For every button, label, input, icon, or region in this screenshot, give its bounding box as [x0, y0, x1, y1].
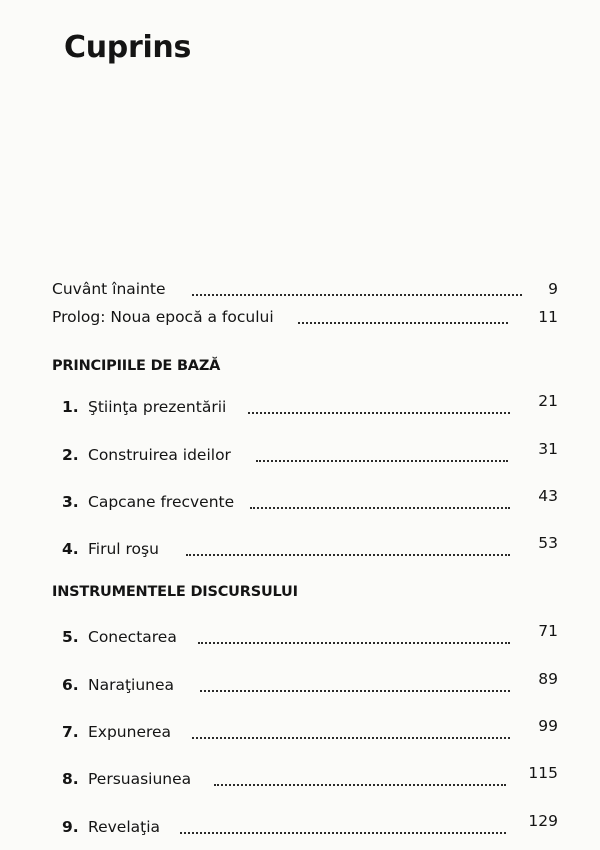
toc-entry-chapter-8[interactable]: [0, 764, 600, 790]
toc-page-number: 89: [538, 670, 558, 688]
chapter-number: 1.: [62, 398, 79, 416]
chapter-title: Capcane frecvente: [88, 493, 235, 511]
toc-page-number: 21: [538, 392, 558, 410]
dot-leader: [256, 460, 508, 462]
toc-page-number: 11: [538, 308, 558, 326]
toc-entry-chapter-5[interactable]: [0, 622, 600, 648]
chapter-number: 2.: [62, 446, 79, 464]
toc-page-number: 43: [538, 487, 558, 505]
dot-leader: [192, 294, 522, 296]
chapter-title: Revelaţia: [88, 818, 161, 836]
chapter-number: 5.: [62, 628, 79, 646]
toc-entry-chapter-9[interactable]: [0, 812, 600, 838]
dot-leader: [192, 737, 510, 739]
chapter-number: 6.: [62, 676, 79, 694]
toc-page-number: 31: [538, 440, 558, 458]
chapter-title: Ştiinţa prezentării: [88, 398, 227, 416]
toc-entry-chapter-2[interactable]: [0, 440, 600, 466]
toc-page-number: 53: [538, 534, 558, 552]
chapter-number: 9.: [62, 818, 79, 836]
toc-entry-chapter-3[interactable]: [0, 487, 600, 513]
dot-leader: [250, 507, 510, 509]
dot-leader: [180, 832, 506, 834]
dot-leader: [186, 554, 510, 556]
chapter-title: Firul roşu: [88, 540, 159, 558]
toc-page-number: 129: [528, 812, 558, 830]
toc-page-number: 99: [538, 717, 558, 735]
dot-leader: [198, 642, 510, 644]
chapter-title: Conectarea: [88, 628, 177, 646]
chapter-title: Expunerea: [88, 723, 172, 741]
chapter-number: 4.: [62, 540, 79, 558]
page-title: Cuprins: [64, 30, 192, 65]
toc-page-number: 115: [528, 764, 558, 782]
chapter-title: Naraţiunea: [88, 676, 175, 694]
toc-entry-prologue[interactable]: [0, 306, 600, 328]
toc-entry-chapter-1[interactable]: [0, 392, 600, 418]
toc-entry-chapter-4[interactable]: [0, 534, 600, 560]
dot-leader: [298, 322, 508, 324]
chapter-number: 7.: [62, 723, 79, 741]
toc-section-heading: INSTRUMENTELE DISCURSULUI: [52, 584, 298, 600]
chapter-title: Construirea ideilor: [88, 446, 231, 464]
toc-page-number: 71: [538, 622, 558, 640]
toc-section-heading: PRINCIPIILE DE BAZĂ: [52, 358, 221, 374]
toc-entry-text: Prolog: Noua epocă a focului: [52, 308, 274, 326]
toc-entry-chapter-6[interactable]: [0, 670, 600, 696]
chapter-title: Persuasiunea: [88, 770, 192, 788]
toc-entry-chapter-7[interactable]: [0, 717, 600, 743]
chapter-number: 8.: [62, 770, 79, 788]
dot-leader: [248, 412, 510, 414]
toc-entry-foreword[interactable]: [0, 278, 600, 300]
chapter-number: 3.: [62, 493, 79, 511]
dot-leader: [214, 784, 506, 786]
dot-leader: [200, 690, 510, 692]
toc-page-number: 9: [548, 280, 558, 298]
toc-entry-text: Cuvânt înainte: [52, 280, 166, 298]
